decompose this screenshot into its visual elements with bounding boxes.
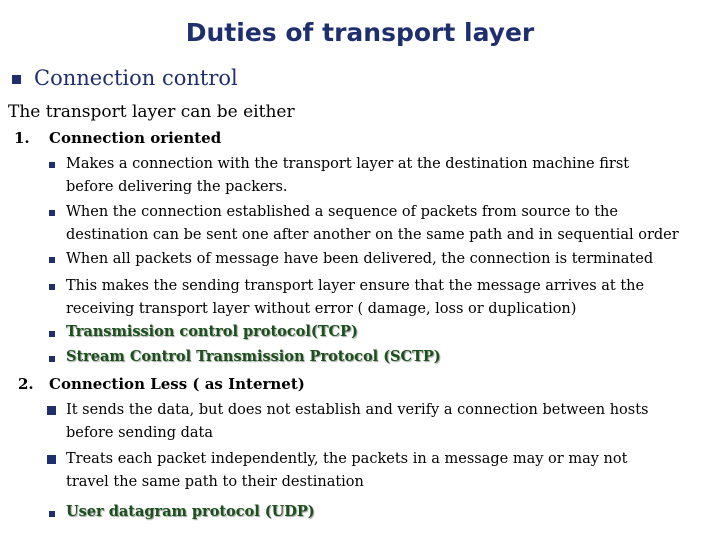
text-line: before sending data (66, 425, 213, 441)
text-line: receiving transport layer without error ( damage, loss or duplication) (66, 301, 577, 317)
text-line: Makes a connection with the transport layer at the destination machine first (66, 156, 630, 172)
square-bullet-icon (49, 511, 55, 517)
square-bullet-icon (49, 356, 55, 362)
text-line: before delivering the packers. (66, 179, 288, 195)
square-bullet-icon (49, 331, 55, 337)
list-number-1: 1. (14, 129, 30, 147)
text-line: When all packets of message have been delivered, the connection is terminated (66, 251, 654, 267)
point-text (66, 399, 648, 445)
text-line: When the connection established a sequence of packets from source to the (66, 204, 618, 220)
intro-text: The transport layer can be either (8, 102, 295, 122)
square-bullet-icon (49, 257, 55, 263)
list-number-2: 2. (18, 375, 34, 393)
square-bullet-icon (12, 75, 21, 84)
protocol-tcp: Transmission control protocol(TCP) (66, 323, 358, 340)
square-bullet-icon (49, 162, 55, 168)
point-text (66, 448, 627, 494)
text-line: This makes the sending transport layer ensure that the message arrives at the (66, 278, 645, 294)
text-line: travel the same path to their destination (66, 474, 364, 490)
section-heading: Connection control (34, 66, 238, 90)
protocol-sctp: Stream Control Transmission Protocol (SCTP) (66, 348, 441, 365)
protocol-udp: User datagram protocol (UDP) (66, 503, 315, 520)
point-text (66, 153, 629, 199)
square-bullet-icon (49, 210, 55, 216)
square-bullet-icon (47, 406, 56, 415)
point-text (66, 248, 653, 271)
text-line: Treats each packet independently, the packets in a message may or may not (66, 451, 628, 467)
text-line: destination can be sent one after another on the same path and in sequential order (66, 227, 679, 243)
point-text (66, 275, 644, 321)
connection-oriented-label: Connection oriented (49, 129, 222, 147)
point-text (66, 201, 679, 247)
slide-title: Duties of transport layer (185, 18, 535, 47)
connection-less-label: Connection Less ( as Internet) (49, 375, 305, 393)
square-bullet-icon (49, 284, 55, 290)
text-line: It sends the data, but does not establish and verify a connection between hosts (66, 402, 649, 418)
square-bullet-icon (47, 455, 56, 464)
